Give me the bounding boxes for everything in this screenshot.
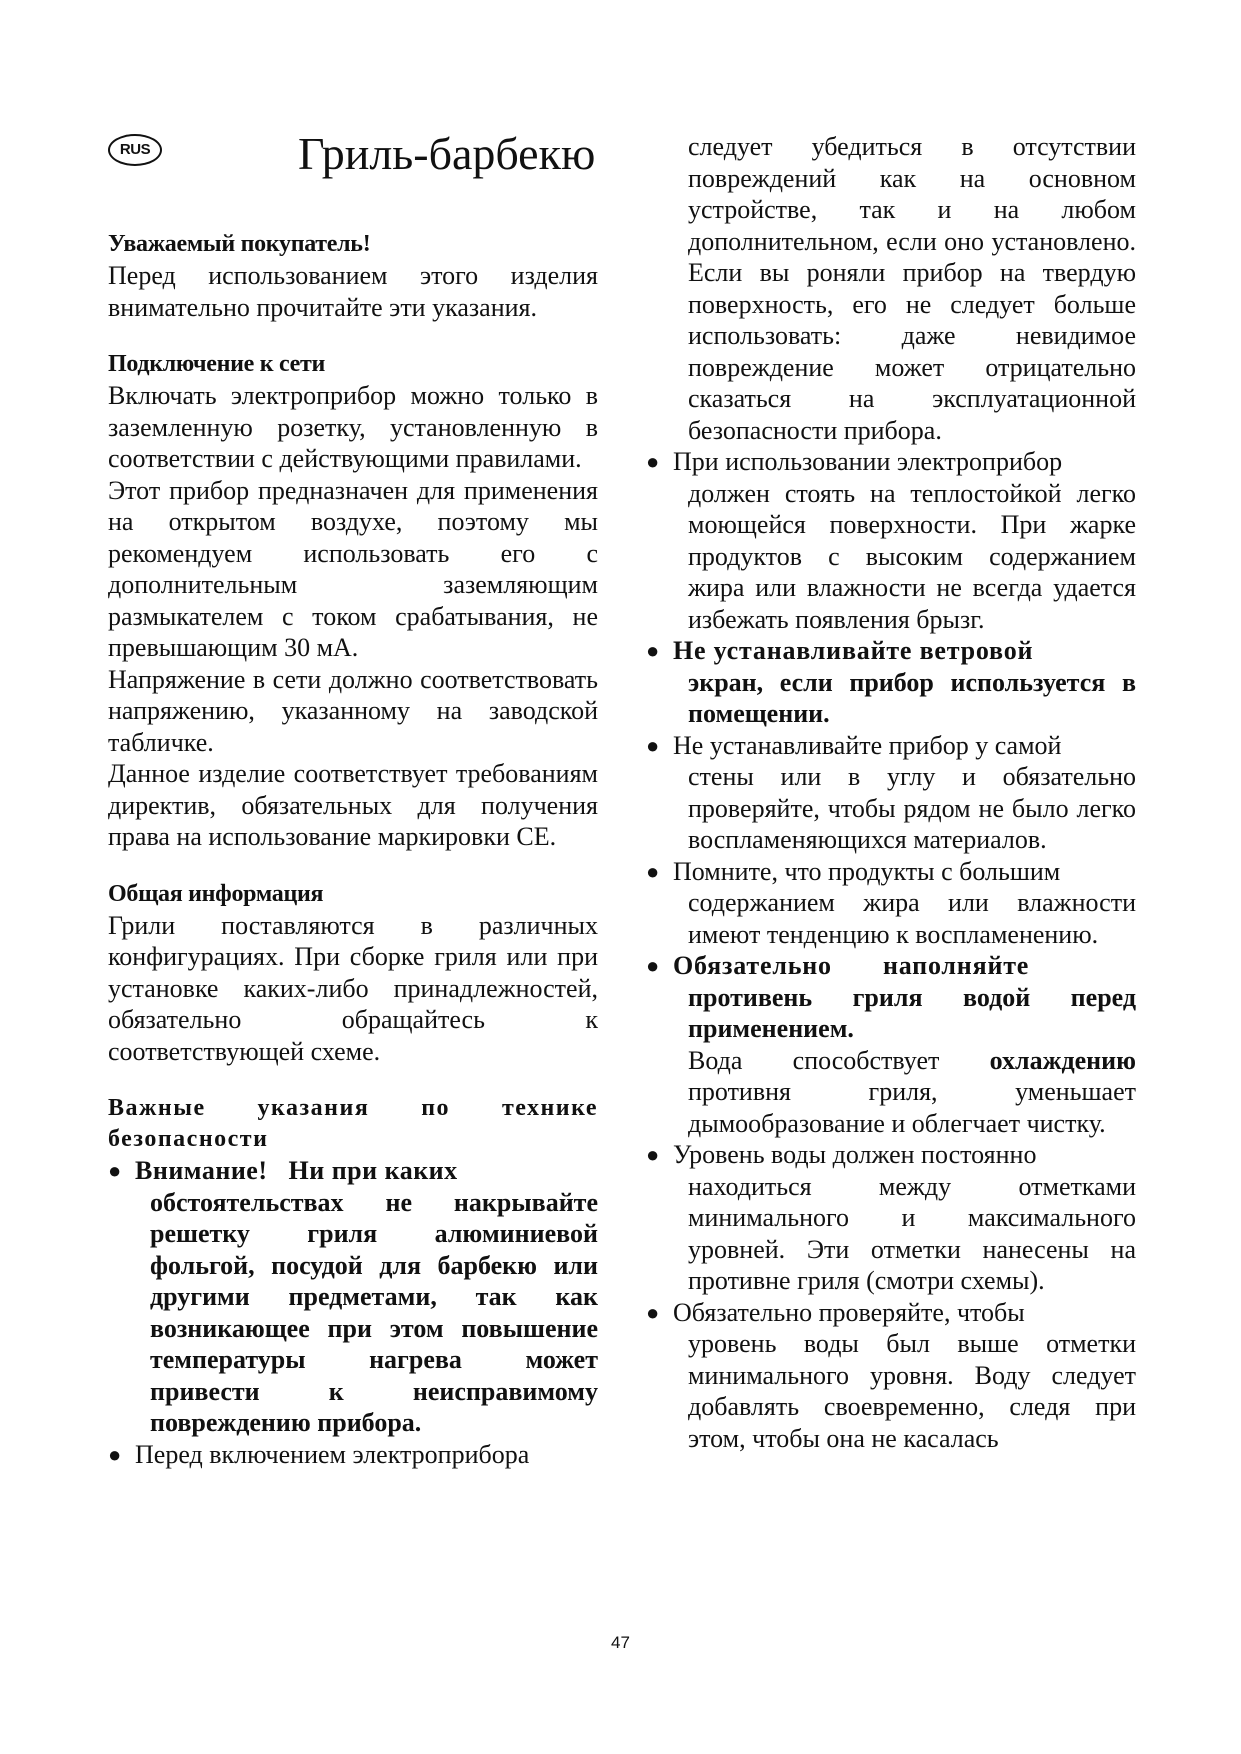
water-level-first-line: Уровень воды должен постоянно [673, 1140, 1037, 1169]
warning-text: обстоятельствах не накрывайте решетку гриля алюминиевой фольгой, посудой для барбекю или другими предметами, так как возникающее при этом повышение температуры нагрева может привести к неисправимому повреждению прибора. [150, 1187, 598, 1437]
damage-check-continuation: следует убедиться в отсутствии повреждений как на основном устройстве, так и на любом дополнительном, если оно установлено. Если вы роняли прибор на твердую поверхность, его не следует больше использовать: даже невидимое повреждение может отрицательно сказаться на эксплуатационной безопасности прибора. [688, 132, 1136, 445]
water-level-text: находиться между отметками минимального и максимального уровней. Эти отметки нанесены на противне гриля (смотри схемы). [688, 1171, 1136, 1295]
warning-first-line: Внимание! Ни при каких [135, 1156, 458, 1185]
fill-water-bullet [646, 950, 1136, 1139]
network-paragraph-1: Включать электроприбор можно только в заземленную розетку, установленную в соответствии с действующими правилами. [108, 381, 598, 473]
bullet-icon: ● [646, 732, 660, 758]
network-heading: Подключение к сети [108, 351, 325, 377]
fat-ignition-first-line: Помните, что продукты с большим [673, 856, 1061, 886]
bullet-icon: ● [646, 1299, 660, 1325]
check-level-text: уровень воды был выше отметки минимального уровня. Воду следует добавлять своевременно, следя при этом, чтобы она не касалась [688, 1329, 1136, 1453]
fill-water-note-bold: охлаждению [989, 1045, 1136, 1075]
network-paragraph-2: Этот прибор предназначен для применения на открытом воздухе, поэтому мы рекомендуем использовать его с дополнительным заземляющим размыкателем с током срабатывания, не превышающим 30 мА. [108, 475, 598, 662]
general-info-text: Грили поставляются в различных конфигурациях. При сборке гриля или при установке каких-либо принадлежностей, обязательно обращайтесь к соответствующей схеме. [108, 910, 598, 1066]
bullet-icon: ● [108, 1158, 122, 1183]
language-badge: RUS [108, 134, 162, 166]
heat-surface-text: должен стоять на теплостойкой легко моющейся поверхности. При жарке продуктов с высоким содержанием жира или влажности не всегда удается избежать появления брызг. [688, 478, 1136, 634]
bullet-icon: ● [646, 638, 660, 663]
bullet-icon: ● [646, 858, 660, 884]
wall-placement-text: стены или в углу и обязательно проверяйте, чтобы рядом не было легко воспламеняющихся материалов. [688, 762, 1136, 854]
network-paragraph-3: Напряжение в сети должно соответствовать напряжению, указанному на заводской табличке. [108, 664, 598, 757]
right-column [646, 131, 1136, 1454]
check-level-first-line: Обязательно проверяйте, чтобы [673, 1297, 1025, 1327]
warning-bullet [108, 1155, 598, 1439]
wall-placement-first-line: Не устанавливайте прибор у самой [673, 730, 1062, 760]
fat-ignition-text: содержанием жира или влажности имеют тенденцию к воспламенению. [688, 888, 1136, 949]
wind-screen-first-line: Не устанавливайте ветровой [673, 636, 1034, 665]
bullet-icon: ● [646, 953, 660, 978]
page-number: 47 [611, 1633, 630, 1652]
bullet-icon: ● [108, 1441, 122, 1467]
bullet-icon: ● [646, 449, 660, 474]
safety-heading: Важные указания по технике безопасности [108, 1095, 598, 1152]
check-level-bullet [646, 1297, 1136, 1455]
heat-surface-first-line: При использовании электроприбор [673, 447, 1063, 476]
dear-customer-text: Перед использованием этого изделия внимательно прочитайте эти указания. [108, 261, 598, 322]
before-use-first-line: Перед включением электроприбора [135, 1439, 530, 1469]
page-header [108, 126, 598, 186]
fill-water-note-b: противня гриля, уменьшает дымообразование и облегчает чистку. [688, 1077, 1136, 1138]
left-column [108, 229, 598, 1470]
fill-water-first-line: Обязательно наполняйте [673, 951, 1030, 980]
page-title: Гриль-барбекю [298, 128, 596, 179]
fill-water-note [673, 1045, 1136, 1140]
dear-customer-heading: Уважаемый покупатель! [108, 231, 371, 257]
wind-screen-bullet [646, 635, 1136, 730]
heat-surface-bullet [646, 446, 1136, 635]
network-paragraph-4: Данное изделие соответствует требованиям директив, обязательных для получения права на использование маркировки CE. [108, 759, 598, 851]
water-level-bullet [646, 1139, 1136, 1297]
fat-ignition-bullet [646, 856, 1136, 951]
wind-screen-text: экран, если прибор используется в помещении. [688, 667, 1136, 728]
wall-placement-bullet [646, 730, 1136, 856]
bullet-icon: ● [646, 1142, 660, 1167]
general-info-heading: Общая информация [108, 880, 324, 907]
before-use-bullet [108, 1439, 598, 1471]
fill-water-note-a: Вода способствует [688, 1045, 990, 1075]
fill-water-text: противень гриля водой перед применением. [688, 982, 1136, 1043]
